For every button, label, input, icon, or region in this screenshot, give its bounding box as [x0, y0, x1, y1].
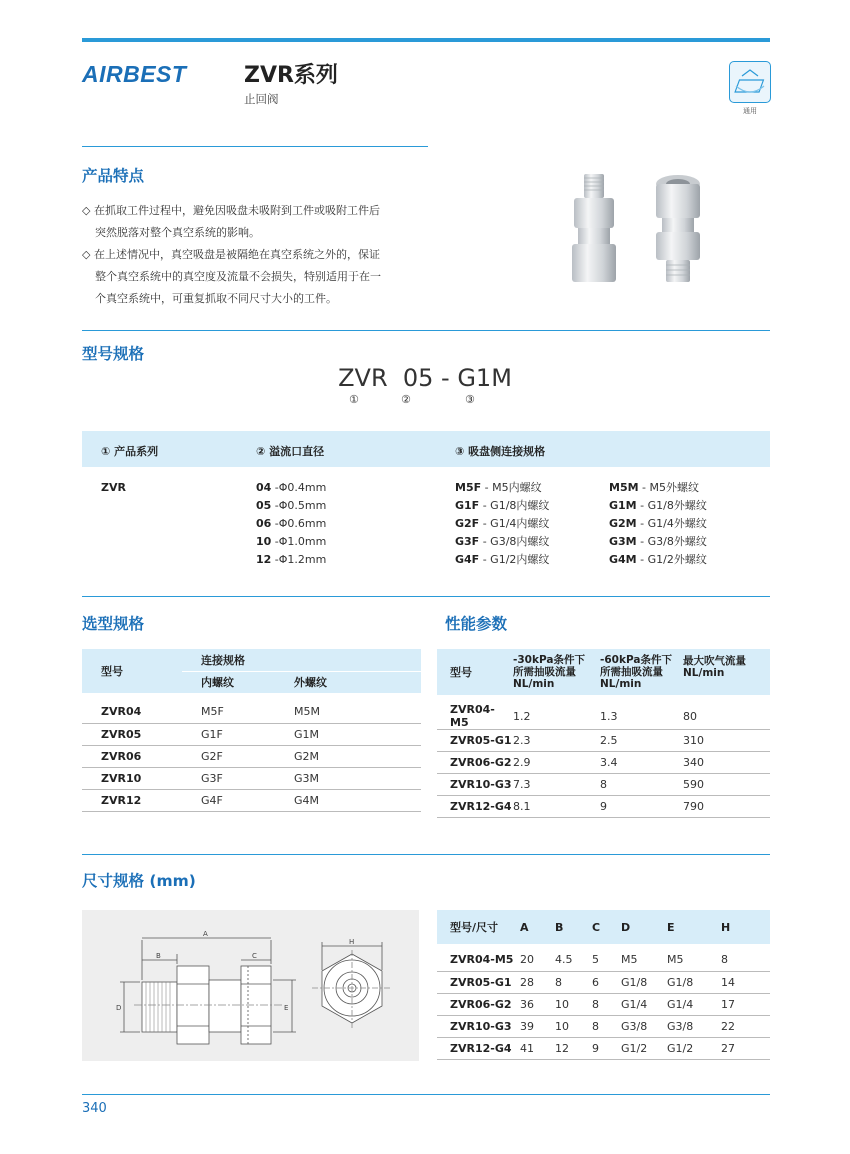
model-mark-1: ①: [349, 393, 359, 406]
col-model: 型号: [437, 649, 513, 695]
footer-rule: [82, 1094, 770, 1095]
col-female: 内螺纹: [182, 671, 276, 693]
selection-title: 选型规格: [82, 615, 145, 633]
selection-table: [82, 649, 421, 812]
code-header-diameter: ② 溢流口直径: [256, 445, 325, 458]
col-e: E: [667, 910, 721, 944]
col-h: H: [721, 910, 770, 944]
dim-label-b: B: [156, 952, 161, 960]
female-item: G3F - G3/8内螺纹: [455, 535, 550, 548]
male-item: G3M - G3/8外螺纹: [609, 535, 707, 548]
code-header-series: ① 产品系列: [101, 445, 159, 458]
diameter-item: 10 -Φ1.0mm: [256, 535, 327, 548]
section-rule: [82, 330, 770, 331]
table-row: ZVR04-M5 20 4.5 5 M5 M5 8: [437, 949, 770, 971]
universal-badge-icon: [729, 61, 771, 103]
dim-label-e: E: [284, 1004, 289, 1012]
header-rule: [82, 146, 428, 147]
code-header-connection: ③ 吸盘侧连接规格: [455, 445, 546, 458]
female-item: G1F - G1/8内螺纹: [455, 499, 550, 512]
male-item: G2M - G1/4外螺纹: [609, 517, 707, 530]
diameter-list: [256, 479, 326, 569]
dim-label-a: A: [203, 930, 208, 938]
table-row: ZVR12 G4F G4M: [82, 789, 421, 811]
table-row: ZVR10-G3 39 10 8 G3/8 G3/8 22: [437, 1015, 770, 1037]
feature-line: 突然脱落对整个真空系统的影响。: [95, 226, 260, 239]
female-thread-list: [455, 479, 549, 569]
col-connection: 连接规格: [182, 649, 421, 671]
section-rule: [82, 596, 770, 597]
dim-label-c: C: [252, 952, 257, 960]
model-mark-2: ②: [401, 393, 411, 406]
diameter-item: 05 -Φ0.5mm: [256, 499, 327, 512]
col-30kpa: -30kPa条件下 所需抽吸流量 NL/min: [513, 649, 600, 695]
col-male: 外螺纹: [276, 671, 421, 693]
product-photo: [560, 168, 730, 293]
performance-table: [437, 649, 770, 818]
table-row: ZVR04-M5 1.2 1.3 80: [437, 703, 770, 730]
dimensions-title: 尺寸规格 (mm): [82, 872, 196, 890]
table-row: ZVR10-G3 7.3 8 590: [437, 774, 770, 796]
col-b: B: [555, 910, 592, 944]
male-item: G1M - G1/8外螺纹: [609, 499, 707, 512]
diameter-item: 06 -Φ0.6mm: [256, 517, 327, 530]
female-item: G4F - G1/2内螺纹: [455, 553, 550, 566]
table-row: ZVR05-G1 2.3 2.5 310: [437, 730, 770, 752]
table-row: ZVR04 M5F M5M: [82, 701, 421, 723]
table-row: ZVR06-G2 36 10 8 G1/4 G1/4 17: [437, 993, 770, 1015]
feature-line: ◇ 在上述情况中，真空吸盘是被隔绝在真空系统之外的，保证: [82, 248, 380, 261]
page-title: ZVR系列: [244, 63, 338, 88]
dimension-drawing: [82, 910, 419, 1061]
code-header-band: [82, 431, 770, 467]
brand-logo: AIRBEST: [82, 61, 187, 87]
performance-title: 性能参数: [445, 615, 508, 633]
features-list: [82, 200, 381, 310]
dim-label-d: D: [116, 1004, 122, 1012]
col-c: C: [592, 910, 621, 944]
feature-line: ◇ 在抓取工件过程中，避免因吸盘未吸附到工件或吸附工件后: [82, 204, 380, 217]
model-mark-3: ③: [465, 393, 475, 406]
female-item: G2F - G1/4内螺纹: [455, 517, 550, 530]
series-value: ZVR: [101, 481, 126, 494]
feature-line: 整个真空系统中的真空度及流量不会损失，特别适用于在一: [95, 270, 381, 283]
model-title: 型号规格: [82, 345, 145, 363]
table-row: ZVR06-G2 2.9 3.4 340: [437, 752, 770, 774]
section-rule: [82, 854, 770, 855]
table-row: ZVR06 G2F G2M: [82, 745, 421, 767]
female-item: M5F - M5内螺纹: [455, 481, 542, 494]
col-d: D: [621, 910, 667, 944]
table-row: ZVR05-G1 28 8 6 G1/8 G1/8 14: [437, 971, 770, 993]
dimensions-table: [437, 910, 770, 1060]
top-rule: [82, 38, 770, 42]
col-blow: 最大吹气流量 NL/min: [683, 649, 770, 695]
badge-label: 通用: [743, 107, 757, 115]
dim-label-h: H: [349, 938, 355, 946]
male-item: M5M - M5外螺纹: [609, 481, 699, 494]
table-row: ZVR05 G1F G1M: [82, 723, 421, 745]
features-title: 产品特点: [82, 167, 145, 185]
page-subtitle: 止回阀: [244, 92, 279, 106]
diameter-item: 04 -Φ0.4mm: [256, 481, 327, 494]
table-row: ZVR12-G4 8.1 9 790: [437, 796, 770, 818]
col-model: 型号: [82, 649, 182, 693]
male-thread-list: [609, 479, 707, 569]
page-number: 340: [82, 1101, 107, 1116]
col-60kpa: -60kPa条件下 所需抽吸流量 NL/min: [600, 649, 683, 695]
table-row: ZVR10 G3F G3M: [82, 767, 421, 789]
model-code: ZVR 05 - G1M: [338, 364, 512, 392]
feature-line: 个真空系统中，可重复抓取不同尺寸大小的工件。: [95, 292, 337, 305]
diameter-item: 12 -Φ1.2mm: [256, 553, 327, 566]
male-item: G4M - G1/2外螺纹: [609, 553, 707, 566]
col-a: A: [520, 910, 555, 944]
col-model-size: 型号/尺寸: [437, 910, 520, 944]
table-row: ZVR12-G4 41 12 9 G1/2 G1/2 27: [437, 1037, 770, 1059]
